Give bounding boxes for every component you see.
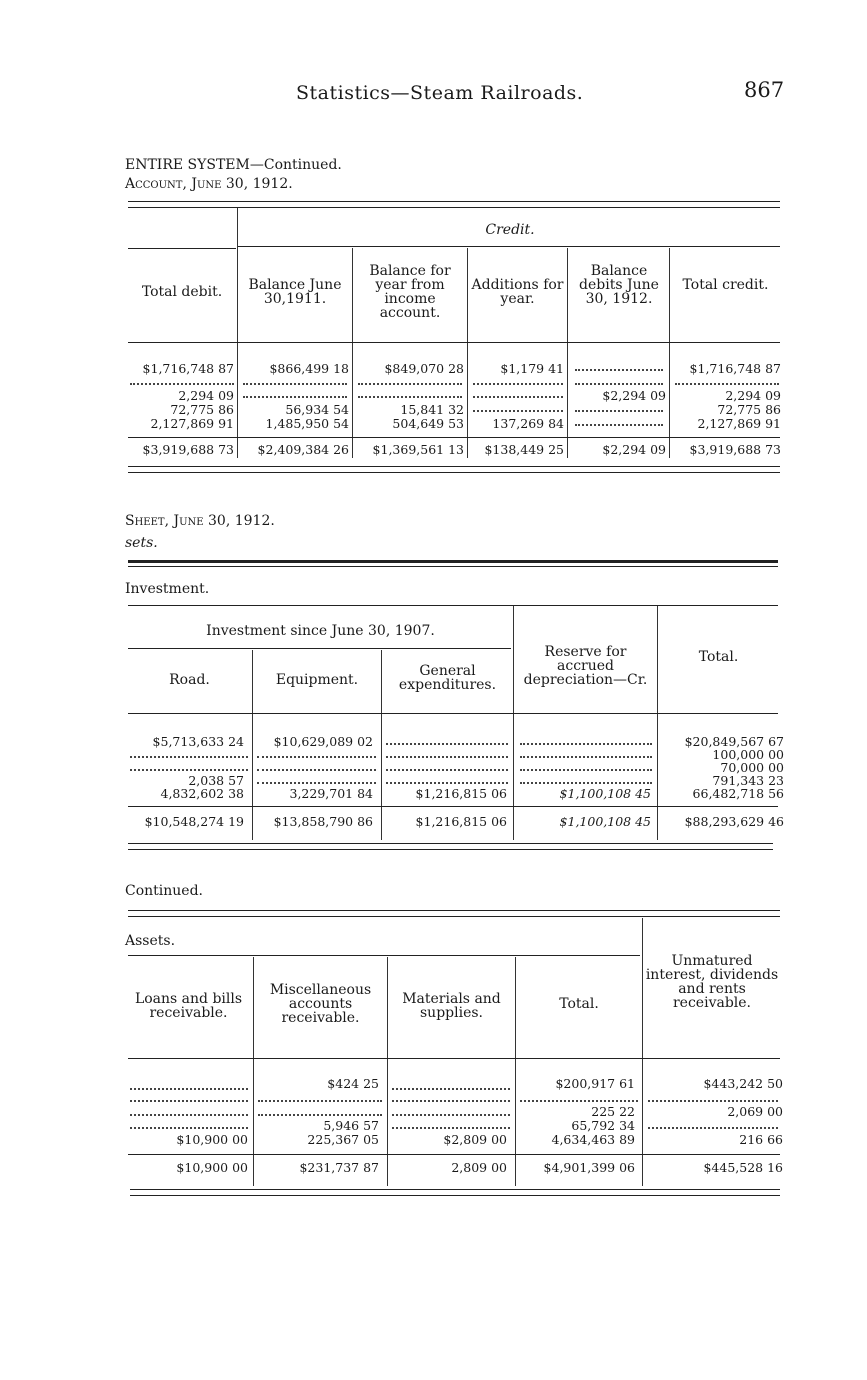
s2-r5-c2: 3,229,701 84: [289, 786, 373, 801]
col-balance-income: Balance for year from income account.: [369, 263, 451, 321]
s2-total-c3: $1,216,815 06: [415, 814, 507, 829]
s2-r1-c5: $20,849,567 67: [684, 734, 784, 749]
s3-total-c4: $4,901,399 06: [543, 1160, 635, 1175]
s3-r1-c4: $200,917 61: [555, 1076, 635, 1091]
col-road: Road.: [169, 672, 210, 688]
s3-r2-c4: 225 22: [591, 1104, 635, 1119]
col-total: Total.: [698, 649, 739, 665]
investment-label: Investment.: [125, 581, 210, 597]
s1-r1-c2: $866,499 18: [269, 361, 349, 376]
s3-r4-c4: 4,634,463 89: [551, 1132, 635, 1147]
s2-r5-c4: $1,100,108 45: [559, 786, 651, 801]
s2-r5-c5: 66,482,718 56: [692, 786, 784, 801]
col-total-debit: Total debit.: [141, 284, 223, 300]
col-total-credit: Total credit.: [682, 277, 769, 293]
col-materials: Materials and supplies.: [402, 991, 501, 1021]
s2-r1-c2: $10,629,089 02: [273, 734, 373, 749]
s1-r4-c6: 2,127,869 91: [697, 416, 781, 431]
s2-r5-c1: 4,832,602 38: [160, 786, 244, 801]
s3-total-c2: $231,737 87: [299, 1160, 379, 1175]
s2-r5-c3: $1,216,815 06: [415, 786, 507, 801]
page-title: Statistics—Steam Railroads.: [296, 82, 584, 104]
s2-total-c1: $10,548,274 19: [144, 814, 244, 829]
s1-r1-c4: $1,179 41: [500, 361, 564, 376]
s3-r1-c5: $443,242 50: [703, 1076, 783, 1091]
s3-r4-c3: $2,809 00: [443, 1132, 507, 1147]
s1-r3-c3: 15,841 32: [400, 402, 464, 417]
s2-total-c4: $1,100,108 45: [559, 814, 651, 829]
section1-subtitle: Account, June 30, 1912.: [125, 176, 293, 192]
s2-total-c5: $88,293,629 46: [684, 814, 784, 829]
s1-total-c4: $138,449 25: [484, 442, 564, 457]
s1-r3-c1: 72,775 86: [170, 402, 234, 417]
s3-r2-c5: 2,069 00: [727, 1104, 783, 1119]
s2-r2-c5: 100,000 00: [712, 747, 784, 762]
section2-subtitle: sets.: [125, 535, 158, 551]
s3-r4-c2: 225,367 05: [307, 1132, 379, 1147]
s2-r1-c1: $5,713,633 24: [152, 734, 244, 749]
col-reserve: Reserve for accrued depreciation—Cr.: [523, 644, 648, 688]
s3-r3-c4: 65,792 34: [571, 1118, 635, 1133]
s1-r2-c6: 2,294 09: [725, 388, 781, 403]
s1-r4-c2: 1,485,950 54: [265, 416, 349, 431]
s1-r3-c2: 56,934 54: [285, 402, 349, 417]
s1-r4-c1: 2,127,869 91: [150, 416, 234, 431]
s1-r2-c5: $2,294 09: [602, 388, 666, 403]
s1-total-c1: $3,919,688 73: [142, 442, 234, 457]
s1-r3-c6: 72,775 86: [717, 402, 781, 417]
s3-r3-c2: 5,946 57: [323, 1118, 379, 1133]
s3-total-c3: 2,809 00: [451, 1160, 507, 1175]
section1-title: ENTIRE SYSTEM—Continued.: [125, 157, 342, 173]
s1-r4-c3: 504,649 53: [392, 416, 464, 431]
s1-r2-c1: 2,294 09: [178, 388, 234, 403]
credit-label: Credit.: [485, 222, 535, 238]
section2-title: Sheet, June 30, 1912.: [125, 513, 275, 529]
s1-r1-c1: $1,716,748 87: [142, 361, 234, 376]
s3-total-c5: $445,528 16: [703, 1160, 783, 1175]
col-total: Total.: [559, 996, 599, 1012]
s1-total-c3: $1,369,561 13: [372, 442, 464, 457]
s1-r1-c6: $1,716,748 87: [689, 361, 781, 376]
col-misc-accounts: Miscellaneous accounts receivable.: [269, 982, 372, 1026]
s2-r4-c5: 791,343 23: [712, 773, 784, 788]
col-equipment: Equipment.: [275, 672, 359, 688]
s3-r1-c2: $424 25: [327, 1076, 379, 1091]
assets-label: Assets.: [125, 933, 176, 949]
col-additions: Additions for year.: [471, 277, 564, 307]
col-unmatured-interest: Unmatured interest, dividends and rents receivable.: [645, 953, 779, 1011]
s2-total-c2: $13,858,790 86: [273, 814, 373, 829]
s1-total-c5: $2,294 09: [602, 442, 666, 457]
s1-total-c6: $3,919,688 73: [689, 442, 781, 457]
s2-r4-c1: 2,038 57: [188, 773, 244, 788]
s1-r4-c4: 137,269 84: [492, 416, 564, 431]
s3-total-c1: $10,900 00: [176, 1160, 248, 1175]
s3-r4-c1: $10,900 00: [176, 1132, 248, 1147]
section3-title: Continued.: [125, 883, 203, 899]
col-general-expenditures: General expenditures.: [398, 663, 497, 693]
s1-r1-c3: $849,070 28: [384, 361, 464, 376]
col-balance-1911: Balance June 30,1911.: [248, 277, 342, 307]
s3-r4-c5: 216 66: [739, 1132, 783, 1147]
col-loans: Loans and bills receivable.: [134, 991, 243, 1021]
col-balance-debits: Balance debits June 30, 1912.: [579, 263, 659, 307]
investment-since-label: Investment since June 30, 1907.: [206, 623, 435, 639]
s2-r3-c5: 70,000 00: [720, 760, 784, 775]
s1-total-c2: $2,409,384 26: [257, 442, 349, 457]
page-number: 867: [744, 78, 785, 102]
